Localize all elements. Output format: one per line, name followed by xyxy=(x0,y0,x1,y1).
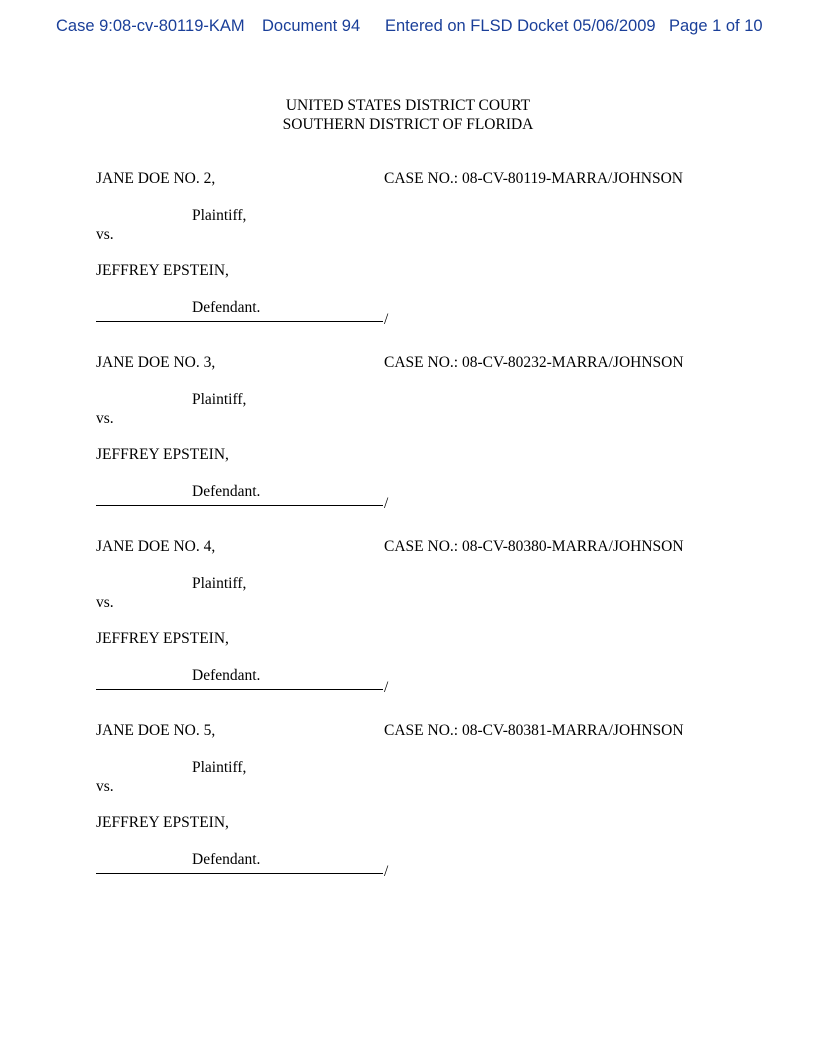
caption-divider-rule xyxy=(96,689,383,690)
case-caption xyxy=(0,170,816,354)
plaintiff-role: Plaintiff, xyxy=(192,759,247,776)
case-number: CASE NO.: 08-CV-80232-MARRA/JOHNSON xyxy=(384,354,684,371)
plaintiff-name: JANE DOE NO. 4, xyxy=(96,538,216,555)
stamp-entered-date: Entered on FLSD Docket 05/06/2009 xyxy=(385,17,656,35)
case-caption xyxy=(0,722,816,906)
case-number: CASE NO.: 08-CV-80380-MARRA/JOHNSON xyxy=(384,538,684,555)
court-title-line-1: UNITED STATES DISTRICT COURT xyxy=(285,97,531,114)
versus-label: vs. xyxy=(96,778,114,795)
plaintiff-role: Plaintiff, xyxy=(192,575,247,592)
caption-divider-slash: / xyxy=(384,863,389,880)
versus-label: vs. xyxy=(96,410,114,427)
defendant-name: JEFFREY EPSTEIN, xyxy=(96,262,229,279)
defendant-role: Defendant. xyxy=(192,483,261,500)
caption-divider-slash: / xyxy=(384,495,389,512)
plaintiff-name: JANE DOE NO. 5, xyxy=(96,722,216,739)
defendant-role: Defendant. xyxy=(192,299,261,316)
defendant-name: JEFFREY EPSTEIN, xyxy=(96,446,229,463)
caption-divider-slash: / xyxy=(384,679,389,696)
stamp-document-number: Document 94 xyxy=(262,17,361,35)
court-title-line-2: SOUTHERN DISTRICT OF FLORIDA xyxy=(282,116,534,133)
caption-divider-slash: / xyxy=(384,311,389,328)
plaintiff-name: JANE DOE NO. 2, xyxy=(96,170,216,187)
case-number: CASE NO.: 08-CV-80381-MARRA/JOHNSON xyxy=(384,722,684,739)
defendant-role: Defendant. xyxy=(192,667,261,684)
plaintiff-role: Plaintiff, xyxy=(192,207,247,224)
defendant-name: JEFFREY EPSTEIN, xyxy=(96,814,229,831)
versus-label: vs. xyxy=(96,226,114,243)
case-caption xyxy=(0,354,816,538)
stamp-page-count: Page 1 of 10 xyxy=(669,17,763,35)
case-caption xyxy=(0,538,816,722)
caption-divider-rule xyxy=(96,873,383,874)
case-number: CASE NO.: 08-CV-80119-MARRA/JOHNSON xyxy=(384,170,683,187)
court-title xyxy=(0,96,816,134)
caption-divider-rule xyxy=(96,321,383,322)
versus-label: vs. xyxy=(96,594,114,611)
defendant-name: JEFFREY EPSTEIN, xyxy=(96,630,229,647)
caption-divider-rule xyxy=(96,505,383,506)
plaintiff-name: JANE DOE NO. 3, xyxy=(96,354,216,371)
defendant-role: Defendant. xyxy=(192,851,261,868)
stamp-case-number: Case 9:08-cv-80119-KAM xyxy=(56,17,245,35)
plaintiff-role: Plaintiff, xyxy=(192,391,247,408)
